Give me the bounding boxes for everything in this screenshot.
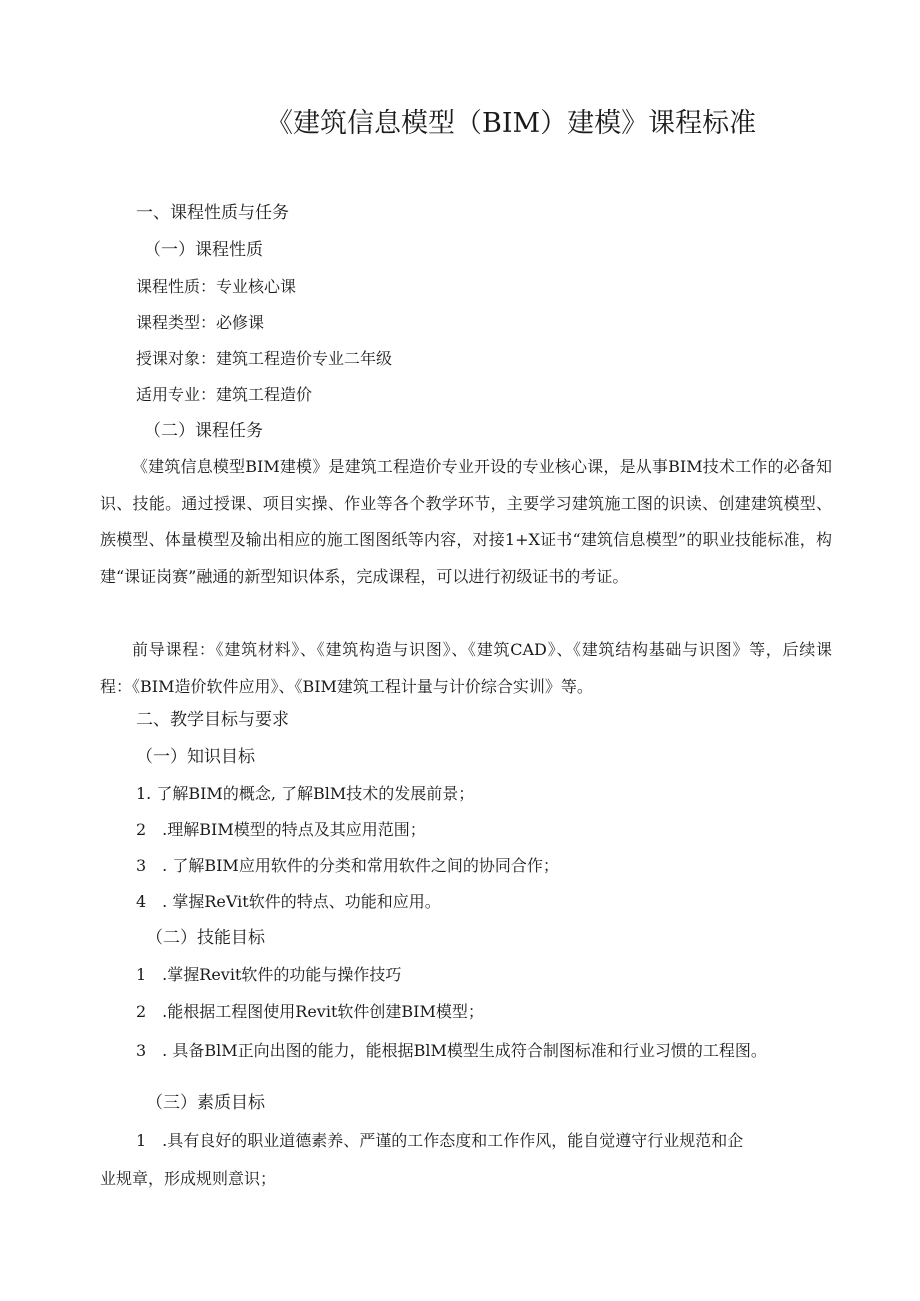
quality-goal-item-line: 业规章，形成规则意识； bbox=[100, 1169, 277, 1188]
knowledge-goal-item: 1. 了解BIM的概念, 了解BlM技术的发展前景； bbox=[136, 784, 475, 803]
skill-goal-item: 1 .掌握Revit软件的功能与操作技巧 bbox=[136, 965, 402, 984]
course-type-line: 课程类型：必修课 bbox=[136, 313, 265, 332]
prerequisite-paragraph: 前导课程：《建筑材料》、《建筑构造与识图》、《建筑CAD》、《建筑结构基础与识图》等，后续课程：《BIM造价软件应用》、《BIM建筑工程计量与计价综合实训》等。 bbox=[100, 640, 832, 696]
section-1-heading: 一、课程性质与任务 bbox=[136, 203, 289, 223]
knowledge-goals-heading: （一）知识目标 bbox=[136, 747, 255, 767]
document-title: 《建筑信息模型（BIM）建模》课程标准 bbox=[266, 108, 757, 139]
quality-goal-item-line: 1 .具有良好的职业道德素养、严谨的工作态度和工作作风，能自觉遵守行业规范和企 bbox=[136, 1131, 744, 1150]
section-1-1-heading: （一）课程性质 bbox=[144, 240, 263, 260]
course-nature-line: 课程性质：专业核心课 bbox=[136, 277, 297, 296]
knowledge-goal-item: 4 . 掌握ReVit软件的特点、功能和应用。 bbox=[136, 892, 441, 911]
course-major-line: 适用专业：建筑工程造价 bbox=[136, 385, 313, 404]
skill-goals-heading: （二）技能目标 bbox=[146, 928, 265, 948]
course-task-paragraph: 《建筑信息模型BIM建模》是建筑工程造价专业开设的专业核心课，是从事BIM技术工作的必备知识、技能。通过授课、项目实操、作业等各个教学环节，主要学习建筑施工图的识读、创建建筑模型、族模型、体量模型及输出相应的施工图图纸等内容，对接1+X证书“建筑信息模型”的职业技能标准，构建“课证岗赛”融通的新型知识体系，完成课程，可以进行初级证书的考证。 bbox=[100, 457, 832, 586]
knowledge-goal-item: 2 .理解BIM模型的特点及其应用范围； bbox=[136, 820, 426, 839]
knowledge-goal-item: 3 . 了解BIM应用软件的分类和常用软件之间的协同合作； bbox=[136, 856, 559, 875]
section-2-heading: 二、教学目标与要求 bbox=[136, 710, 289, 730]
skill-goal-item: 3 . 具备BlM正向出图的能力，能根据BlM模型生成符合制图标准和行业习惯的工程图。 bbox=[136, 1041, 767, 1060]
course-audience-line: 授课对象：建筑工程造价专业二年级 bbox=[136, 349, 393, 368]
quality-goals-heading: （三）素质目标 bbox=[146, 1093, 265, 1113]
skill-goal-item: 2 .能根据工程图使用Revit软件创建BIM模型； bbox=[136, 1002, 484, 1021]
section-1-2-heading: （二）课程任务 bbox=[144, 421, 263, 441]
